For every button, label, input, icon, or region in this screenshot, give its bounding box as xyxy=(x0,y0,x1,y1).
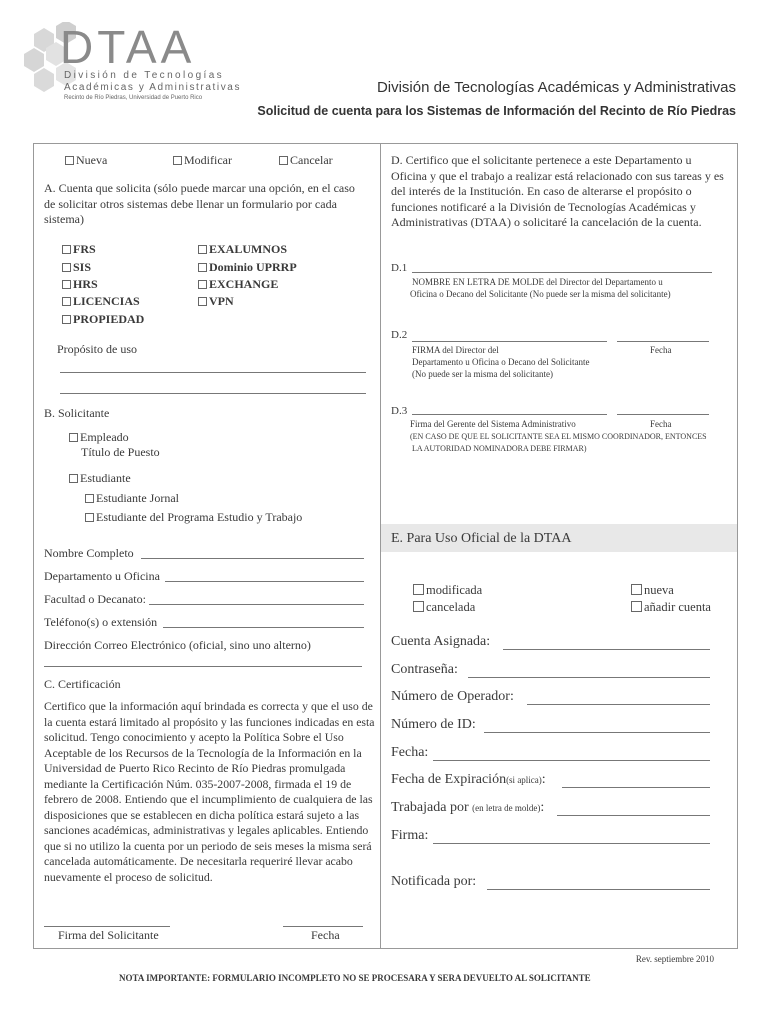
notificada-por-input[interactable] xyxy=(487,889,710,890)
checkbox[interactable] xyxy=(631,601,642,612)
checkbox[interactable] xyxy=(413,601,424,612)
contrasena-label: Contraseña: xyxy=(391,662,458,677)
field-facultad: Facultad o Decanato: xyxy=(44,592,146,606)
d3-label: D.3 xyxy=(391,405,408,417)
checkbox[interactable] xyxy=(198,245,207,254)
purpose-line-2[interactable] xyxy=(60,393,366,394)
checkbox[interactable] xyxy=(62,315,71,324)
revision-date: Rev. septiembre 2010 xyxy=(635,954,714,964)
d1-label: D.1 xyxy=(391,262,408,274)
option-cancelar[interactable]: Cancelar xyxy=(279,153,333,168)
option-modificada[interactable]: modificada xyxy=(413,583,482,598)
cuenta-asignada-input[interactable] xyxy=(503,649,710,650)
checkbox[interactable] xyxy=(85,494,94,503)
field-telefono: Teléfono(s) o extensión xyxy=(44,615,158,629)
fecha-e-label: Fecha: xyxy=(391,745,429,760)
system-exalumnos[interactable]: EXALUMNOS xyxy=(198,242,287,257)
checkbox[interactable] xyxy=(69,474,78,483)
d1-line[interactable] xyxy=(412,272,712,273)
logo-line3: Recinto de Río Piedras, Universidad de Puerto Rico xyxy=(64,95,203,101)
correo-input[interactable] xyxy=(44,666,362,667)
logo-letters: DTAA xyxy=(60,21,196,73)
trabajada-por-label: Trabajada por (en letra de molde): xyxy=(391,800,545,815)
numero-id-input[interactable] xyxy=(484,732,710,733)
d2-caption-1: FIRMA del Director del xyxy=(412,345,499,355)
option-anadir-cuenta[interactable]: añadir cuenta xyxy=(631,600,711,615)
checkbox[interactable] xyxy=(279,156,288,165)
firma-e-input[interactable] xyxy=(433,843,710,844)
checkbox[interactable] xyxy=(631,584,642,595)
fecha-solicitante-line[interactable] xyxy=(283,926,363,927)
section-a-text: A. Cuenta que solicita (sólo puede marcar una opción, en el caso de solicitar otros sistemas debe llenar un formulario por cada sistema) xyxy=(44,181,355,226)
d2-fecha-line[interactable] xyxy=(617,341,709,342)
d2-caption-3: (No puede ser la misma del solicitante) xyxy=(412,369,553,379)
option-nueva[interactable]: Nueva xyxy=(65,153,107,168)
d3-line[interactable] xyxy=(412,414,607,415)
d3-fecha-line[interactable] xyxy=(617,414,709,415)
departamento-input[interactable] xyxy=(165,581,364,582)
system-licencias[interactable]: LICENCIAS xyxy=(62,294,140,309)
checkbox[interactable] xyxy=(198,297,207,306)
checkbox[interactable] xyxy=(198,263,207,272)
system-propiedad[interactable]: PROPIEDAD xyxy=(62,312,144,327)
checkbox[interactable] xyxy=(62,263,71,272)
field-departamento: Departamento u Oficina xyxy=(44,569,160,583)
contrasena-input[interactable] xyxy=(468,677,710,678)
numero-id-label: Número de ID: xyxy=(391,717,476,732)
checkbox[interactable] xyxy=(65,156,74,165)
field-nombre-completo: Nombre Completo xyxy=(44,546,134,560)
system-sis[interactable]: SIS xyxy=(62,260,91,275)
d3-caption-3: LA AUTORIDAD NOMINADORA DEBE FIRMAR) xyxy=(412,444,587,453)
system-dominio-uprrp[interactable]: Dominio UPRRP xyxy=(198,260,297,275)
notificada-por-label: Notificada por: xyxy=(391,874,477,889)
important-note: NOTA IMPORTANTE: FORMULARIO INCOMPLETO NO SE PROCESARA Y SERA DEVUELTO AL SOLICITANTE xyxy=(119,973,591,983)
checkbox[interactable] xyxy=(62,245,71,254)
fecha-expiracion-input[interactable] xyxy=(562,787,710,788)
d3-caption-2: (EN CASO DE QUE EL SOLICITANTE SEA EL MISMO COORDINADOR, ENTONCES xyxy=(410,432,707,441)
d2-label: D.2 xyxy=(391,329,408,341)
d1-caption-2: Oficina o Decano del Solicitante (No puede ser la misma del solicitante) xyxy=(410,289,671,299)
system-hrs[interactable]: HRS xyxy=(62,277,98,292)
section-c-title: C. Certificación xyxy=(44,677,121,691)
option-estudiante[interactable]: Estudiante xyxy=(69,471,131,486)
firma-solicitante-label: Firma del Solicitante xyxy=(58,928,159,942)
facultad-input[interactable] xyxy=(149,604,364,605)
d1-caption-1: NOMBRE EN LETRA DE MOLDE del Director del Departamento u xyxy=(412,277,663,287)
option-estudiante-programa[interactable]: Estudiante del Programa Estudio y Trabajo xyxy=(85,510,302,525)
section-b-title: B. Solicitante xyxy=(44,406,110,420)
operador-input[interactable] xyxy=(527,704,710,705)
telefono-input[interactable] xyxy=(163,627,364,628)
option-cancelada[interactable]: cancelada xyxy=(413,600,475,615)
logo-line2: Académicas y Administrativas xyxy=(64,82,242,93)
system-vpn[interactable]: VPN xyxy=(198,294,234,309)
fecha-e-input[interactable] xyxy=(433,760,710,761)
titulo-puesto-label: Título de Puesto xyxy=(81,445,160,459)
option-nueva-e[interactable]: nueva xyxy=(631,583,674,598)
checkbox[interactable] xyxy=(198,280,207,289)
section-e-title: E. Para Uso Oficial de la DTAA xyxy=(391,531,572,546)
fecha-solicitante-label: Fecha xyxy=(311,928,340,942)
firma-solicitante-line[interactable] xyxy=(44,926,170,927)
d2-caption-2: Departamento u Oficina o Decano del Solicitante xyxy=(412,357,590,367)
d2-fecha-label: Fecha xyxy=(650,345,672,355)
field-correo: Dirección Correo Electrónico (oficial, sino uno alterno) xyxy=(44,638,311,652)
section-c-text: Certifico que la información aquí brindada es correcta y que el uso de la cuenta estará limitado al propósito y las funciones indicadas en esta solicitud. Tengo conocimiento y acepto la Política Sobre el Uso Aceptable de los Recursos de la Tecnología de la Información en la Universidad de Puerto Rico Recinto de Río Piedras promulgada mediante la Certificación Núm. 035-2007-2008, firmada el 19 de febrero de 2008. Entiendo que el incumplimiento de cualquiera de las disposiciones que se establecen en dicha política estará sujeto a las sanciones académicas, administrativas y legales aplicables. Entiendo que si no utilizo la cuenta por un periodo de seis meses la misma será cancelada automáticamente. De necesitarla requeriré llevar acabo nuevamente el proceso de solicitud. xyxy=(44,699,375,884)
checkbox[interactable] xyxy=(173,156,182,165)
logo-line1: División de Tecnologías xyxy=(64,70,225,81)
cuenta-asignada-label: Cuenta Asignada: xyxy=(391,634,491,649)
firma-e-label: Firma: xyxy=(391,828,429,843)
d2-line[interactable] xyxy=(412,341,607,342)
checkbox[interactable] xyxy=(62,280,71,289)
option-empleado[interactable]: Empleado xyxy=(69,430,129,445)
dtaa-logo xyxy=(20,22,240,107)
purpose-line-1[interactable] xyxy=(60,372,366,373)
option-modificar[interactable]: Modificar xyxy=(173,153,232,168)
trabajada-por-input[interactable] xyxy=(557,815,710,816)
system-exchange[interactable]: EXCHANGE xyxy=(198,277,278,292)
page-subtitle: Solicitud de cuenta para los Sistemas de Información del Recinto de Río Piedras xyxy=(257,104,736,118)
page-title: División de Tecnologías Académicas y Administrativas xyxy=(376,79,736,96)
checkbox[interactable] xyxy=(69,433,78,442)
checkbox[interactable] xyxy=(85,513,94,522)
nombre-completo-input[interactable] xyxy=(141,558,364,559)
system-frs[interactable]: FRS xyxy=(62,242,96,257)
d3-caption-1: Firma del Gerente del Sistema Administrativo xyxy=(410,419,576,429)
operador-label: Número de Operador: xyxy=(391,689,514,704)
purpose-label: Propósito de uso xyxy=(57,342,138,356)
checkbox[interactable] xyxy=(413,584,424,595)
section-d-text: D. Certifico que el solicitante pertenece a este Departamento u Oficina y que el trabajo a realizar está relacionado con sus tareas y es del interés de la Institución. En caso de alterarse el propósito o funciones notificaré a la División de Tecnologías Académicas y Administrativas (DTAA) o solicitaré la cancelación de la cuenta. xyxy=(391,153,724,229)
fecha-expiracion-label: Fecha de Expiración(si aplica): xyxy=(391,772,546,787)
checkbox[interactable] xyxy=(62,297,71,306)
option-estudiante-jornal[interactable]: Estudiante Jornal xyxy=(85,491,179,506)
d3-fecha-label: Fecha xyxy=(650,419,672,429)
